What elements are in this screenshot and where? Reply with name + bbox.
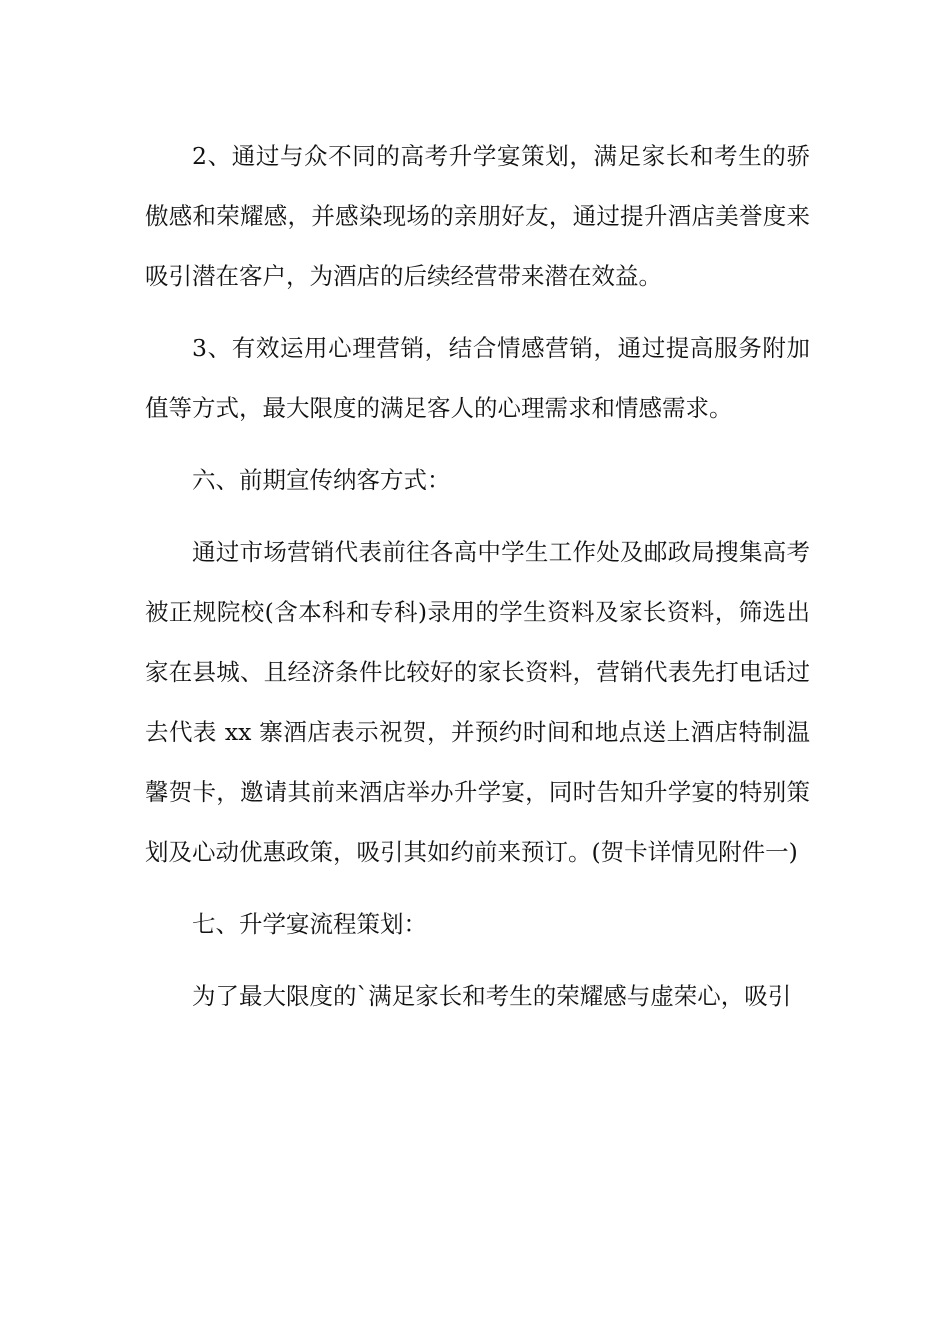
section-heading-6: 六、前期宣传纳客方式： — [192, 466, 451, 494]
paragraph-point-2: 2、通过与众不同的高考升学宴策划，满足家长和考生的骄傲感和荣耀感，并感染现场的亲朋好友，通过提升酒店美誉度来吸引潜在客户，为酒店的后续经营带来潜在效益。 — [145, 142, 810, 290]
paragraph-promotion-method: 通过市场营销代表前往各高中学生工作处及邮政局搜集高考被正规院校(含本科和专科)录用的学生资料及家长资料，筛选出家在县城、且经济条件比较好的家长资料，营销代表先打电话过去代表 xx 寨酒店表示祝贺，并预约时间和地点送上酒店特制温馨贺卡，邀请其前来酒店举办升学宴，同时告知升学宴的特别策划及心动优惠政策，吸引其如约前来预订。(贺卡详情见附件一) — [145, 538, 810, 866]
paragraph-process-intro: 为了最大限度的`满足家长和考生的荣耀感与虚荣心，吸引 — [192, 982, 792, 1010]
paragraph-point-3: 3、有效运用心理营销，结合情感营销，通过提高服务附加值等方式，最大限度的满足客人的心理需求和情感需求。 — [145, 334, 810, 422]
document-body — [145, 126, 810, 1038]
section-heading-7: 七、升学宴流程策划： — [192, 910, 427, 938]
